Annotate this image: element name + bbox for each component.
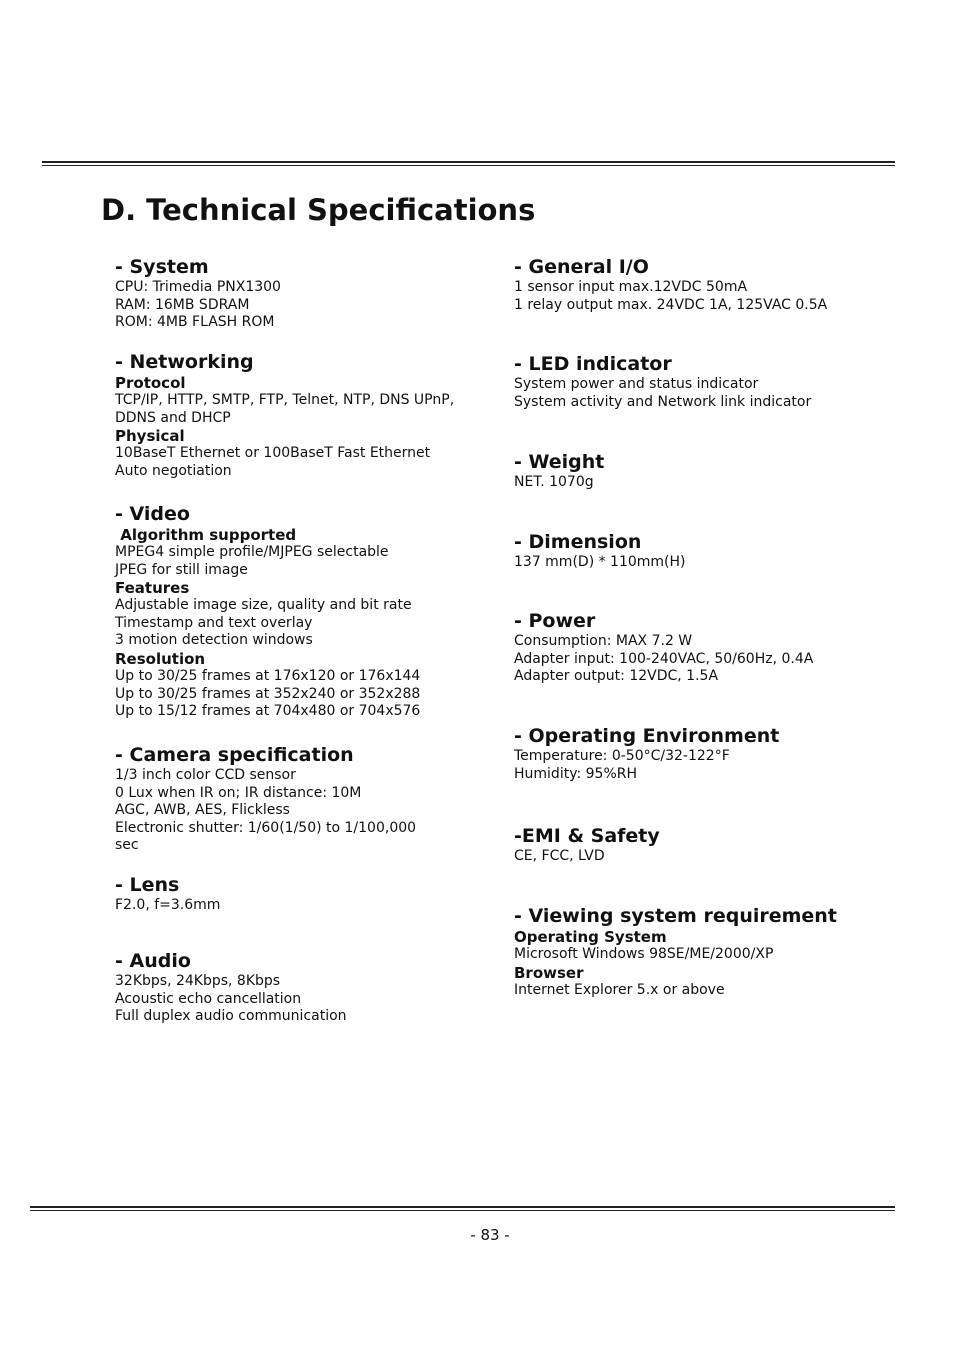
spec-line: Adapter input: 100-240VAC, 50/60Hz, 0.4A [514,650,814,667]
section-audio [115,950,347,1026]
section-heading: - Camera specification [115,744,354,766]
subheading: Operating System [514,928,667,946]
spec-line: Adapter output: 12VDC, 1.5A [514,668,719,685]
spec-line: TCP/IP, HTTP, SMTP, FTP, Telnet, NTP, DNS UPnP, [115,392,455,408]
spec-line: Humidity: 95%RH [514,765,637,782]
section-heading: - Operating Environment [514,725,780,747]
section-heading: - Networking [115,351,254,373]
section-gio [514,256,827,314]
section-emi [514,825,660,866]
spec-line: CE, FCC, LVD [514,848,605,864]
spec-line: 1 sensor input max.12VDC 50mA [514,279,748,295]
subheading: Resolution [115,649,206,668]
section-heading: - Dimension [514,531,642,553]
spec-line: F2.0, f=3.6mm [115,897,221,913]
spec-line: Auto negotiation [115,462,232,479]
section-heading: - Weight [514,451,605,473]
spec-line: 32Kbps, 24Kbps, 8Kbps [115,973,281,989]
section-environment [514,725,779,783]
section-heading: - LED indicator [514,353,672,375]
spec-line: Microsoft Windows 98SE/ME/2000/XP [514,946,774,962]
subheading: Browser [514,963,584,982]
subheading: Algorithm supported [115,526,297,544]
page-number: - 83 - [470,1226,510,1244]
section-heading: - Power [514,610,596,632]
section-heading: - Video [115,503,190,525]
spec-line: Adjustable image size, quality and bit rate [115,597,412,614]
spec-line: 1 relay output max. 24VDC 1A, 125VAC 0.5A [514,296,828,313]
spec-line: Temperature: 0-50°C/32-122°F [514,748,730,764]
spec-line: Up to 30/25 frames at 176x120 or 176x144 [115,667,421,684]
spec-line: System activity and Network link indicator [514,393,812,410]
section-weight [514,451,604,492]
spec-line: Timestamp and text overlay [115,614,313,631]
spec-line: DDNS and DHCP [115,409,231,426]
section-system [115,256,281,332]
section-viewing [514,905,837,999]
spec-line: Full duplex audio communication [115,1008,347,1025]
spec-line: Electronic shutter: 1/60(1/50) to 1/100,000 [115,819,417,836]
spec-line: CPU: Trimedia PNX1300 [115,279,281,295]
section-lens [115,874,220,915]
spec-line: MPEG4 simple profile/MJPEG selectable [115,544,389,560]
section-networking [115,351,454,480]
spec-line: 3 motion detection windows [115,632,313,649]
top-rule [42,161,895,166]
bottom-rule [30,1206,895,1211]
section-power [514,610,813,686]
spec-line: 137 mm(D) * 110mm(H) [514,554,686,570]
spec-line: 0 Lux when IR on; IR distance: 10M [115,784,362,801]
subheading: Protocol [115,374,186,392]
subheading: Physical [115,427,185,446]
spec-line: Acoustic echo cancellation [115,990,302,1007]
spec-line: Up to 30/25 frames at 352x240 or 352x288 [115,685,421,702]
spec-line: RAM: 16MB SDRAM [115,296,250,313]
page-title: D. Technical Specifications [101,193,536,227]
spec-line: Consumption: MAX 7.2 W [514,633,693,649]
spec-line: AGC, AWB, AES, Flickless [115,802,290,819]
spec-line: NET. 1070g [514,474,594,490]
section-dimension [514,531,686,572]
section-heading: - Viewing system requirement [514,905,837,927]
spec-line: Up to 15/12 frames at 704x480 or 704x576 [115,703,421,720]
section-camera [115,744,416,855]
spec-line: JPEG for still image [115,561,248,578]
section-video [115,503,420,721]
spec-line: sec [115,837,139,854]
section-heading: - Lens [115,874,180,896]
subheading: Features [115,579,190,598]
spec-line: 10BaseT Ethernet or 100BaseT Fast Ethernet [115,445,431,462]
spec-line: System power and status indicator [514,376,759,392]
section-heading: - General I/O [514,256,649,278]
section-heading: - System [115,256,209,278]
section-heading: -EMI & Safety [514,825,660,847]
spec-line: Internet Explorer 5.x or above [514,981,725,998]
section-heading: - Audio [115,950,191,972]
spec-line: 1/3 inch color CCD sensor [115,767,296,783]
spec-line: ROM: 4MB FLASH ROM [115,314,275,331]
section-led [514,353,811,411]
